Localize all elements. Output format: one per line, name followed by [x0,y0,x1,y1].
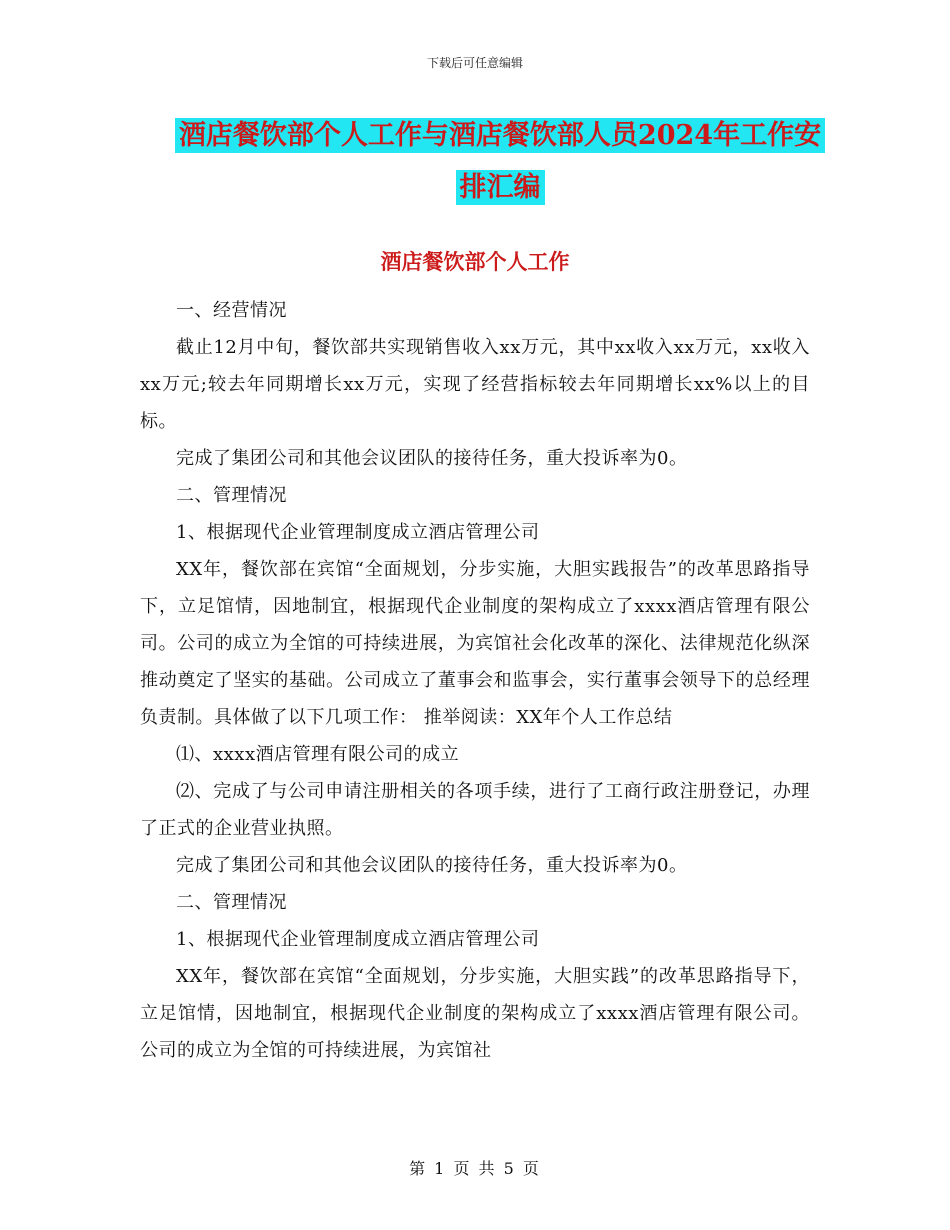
paragraph: 完成了集团公司和其他会议团队的接待任务，重大投诉率为0。 [176,855,688,876]
paragraph: 一、经营情况 [176,300,287,321]
paragraph: 1、根据现代企业管理制度成立酒店管理公司 [176,929,540,950]
paragraph: XX年，餐饮部在宾馆“全面规划，分步实施，大胆实践报告”的改革思路指导下，立足馆情，因地制宜，根据现代企业制度的架构成立了xxxx酒店管理有限公司。公司的成立为全馆的可持续进展，为宾馆社会化改革的深化、法律规范化纵深推动奠定了坚实的基础。公司成立了董事会和监事会，实行董事会领导下的总经理负责制。具体做了以下几项工作： 推举阅读：XX年个人工作总结 [140,559,810,728]
document-title-line-1: 酒店餐饮部个人工作与酒店餐饮部人员2024年工作安 [175,118,825,153]
paragraph: 1、根据现代企业管理制度成立酒店管理公司 [176,522,540,543]
document-title-line-2: 排汇编 [456,170,545,205]
page-footer: 第 1 页 共 5 页 [409,1159,541,1178]
page-header: 下载后可任意编辑 [426,56,523,70]
section-title: 酒店餐饮部个人工作 [380,249,570,274]
paragraph: ⑵、完成了与公司申请注册相关的各项手续，进行了工商行政注册登记，办理了正式的企业营业执照。 [140,781,810,839]
paragraph: 二、管理情况 [176,892,287,913]
paragraph: 二、管理情况 [176,485,287,506]
document-body [140,292,810,1069]
paragraph: 完成了集团公司和其他会议团队的接待任务，重大投诉率为0。 [176,448,688,469]
document-title [140,110,860,214]
paragraph: ⑴、xxxx酒店管理有限公司的成立 [176,744,460,765]
paragraph: XX年，餐饮部在宾馆“全面规划，分步实施，大胆实践”的改革思路指导下，立足馆情，因地制宜，根据现代企业制度的架构成立了xxxx酒店管理有限公司。公司的成立为全馆的可持续进展，为宾馆社 [140,966,810,1061]
paragraph: 截止12月中旬，餐饮部共实现销售收入xx万元，其中xx收入xx万元，xx收入xx万元;较去年同期增长xx万元，实现了经营指标较去年同期增长xx%以上的目标。 [140,337,810,432]
